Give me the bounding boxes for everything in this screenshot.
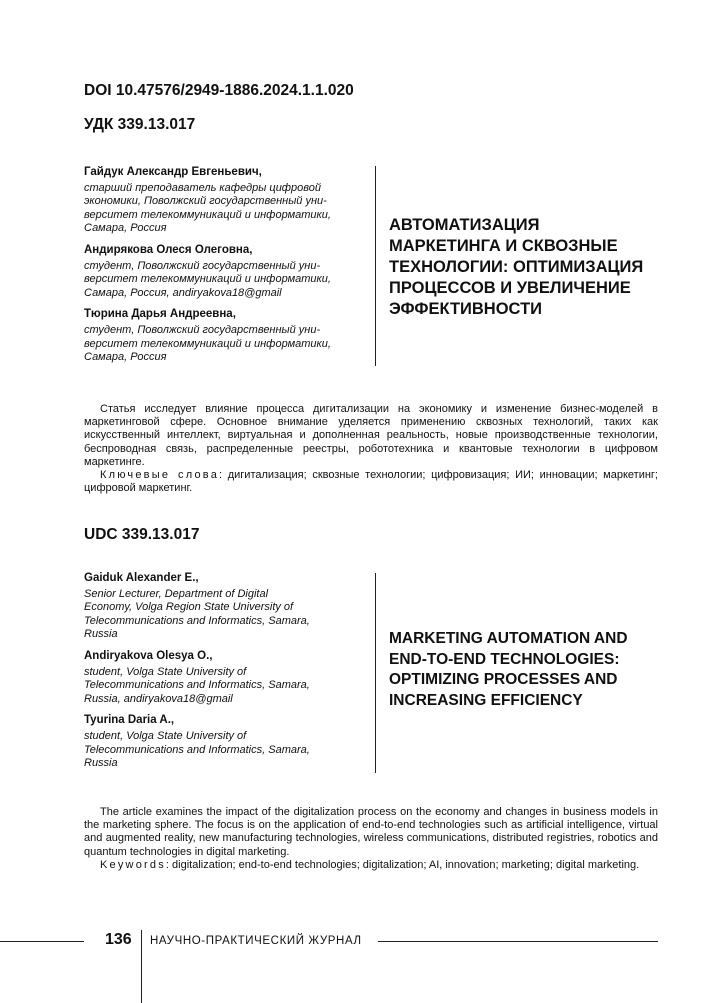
- author-ru-1: [84, 166, 366, 236]
- title-line: ПРОЦЕССОВ И УВЕЛИЧЕНИЕ: [389, 279, 631, 297]
- aff-line: Russia: [84, 757, 118, 770]
- keywords-label: Keywords: [100, 858, 166, 871]
- aff-line: верситет телекоммуникаций и информатики,: [84, 208, 331, 221]
- divider-vertical-en: [375, 573, 376, 773]
- keywords-text: : digitalization; end-to-end technologies; digitalization; AI, innovation; marketing; digital marketing.: [165, 858, 640, 871]
- author-name: Гайдук Александр Евгеньевич,: [84, 166, 262, 178]
- author-name: Андирякова Олеся Олеговна,: [84, 243, 253, 256]
- authors-en: [84, 572, 366, 779]
- author-affiliation: [84, 260, 366, 301]
- aff-line: студент, Поволжский государственный уни-: [84, 323, 321, 336]
- title-line: АВТОМАТИЗАЦИЯ: [389, 216, 540, 234]
- journal-name: НАУЧНО-ПРАКТИЧЕСКИЙ ЖУРНАЛ: [150, 935, 362, 947]
- author-affiliation: [84, 182, 366, 236]
- author-affiliation: [84, 324, 366, 365]
- title-line: OPTIMIZING PROCESSES AND: [389, 671, 618, 688]
- author-en-2: [84, 650, 366, 706]
- page-number: 136: [105, 931, 132, 948]
- footer-rule-right: [378, 941, 658, 942]
- keywords-label: Ключевые слова: [100, 469, 220, 482]
- aff-line: старший преподаватель кафедры цифровой: [84, 181, 321, 194]
- author-name: Gaiduk Alexander E.,: [84, 572, 199, 584]
- author-name: Тюрина Дарья Андреевна,: [84, 308, 236, 321]
- footer-rule-left: [0, 941, 84, 942]
- aff-line: верситет телекоммуникаций и информатики,: [84, 337, 331, 350]
- title-line: INCREASING EFFICIENCY: [389, 691, 583, 709]
- article-title-ru: [389, 215, 664, 320]
- abstract-ru: [84, 403, 658, 495]
- author-name: Andiryakova Olesya O.,: [84, 649, 213, 662]
- aff-line: Telecommunications and Informatics, Samara,: [84, 743, 310, 756]
- footer-divider: [141, 930, 142, 1003]
- aff-line: Russia, andiryakova18@gmail: [84, 692, 233, 705]
- authors-ru: [84, 166, 366, 373]
- author-affiliation: [84, 588, 366, 642]
- aff-line: student, Volga State University of: [84, 729, 247, 742]
- aff-line: student, Volga State University of: [84, 665, 247, 678]
- udc-en: UDC 339.13.017: [84, 526, 200, 543]
- title-line: МАРКЕТИНГА И СКВОЗНЫЕ: [389, 237, 618, 255]
- aff-line: студент, Поволжский государственный уни-: [84, 259, 321, 272]
- title-line: ЭФФЕКТИВНОСТИ: [389, 300, 543, 318]
- aff-line: Senior Lecturer, Department of Digital: [84, 587, 269, 600]
- title-line: ТЕХНОЛОГИИ: ОПТИМИЗАЦИЯ: [389, 258, 644, 276]
- aff-line: Самара, Россия: [84, 222, 167, 235]
- divider-vertical-ru: [375, 166, 376, 366]
- abstract-text: Статья исследует влияние процесса дигитализации на экономику и изменение бизнес-моделей в маркетинговой сфере. Основное внимание уделяется применению сквозных технологий, таких как искусственный интеллект, виртуальная и дополненная реальность, новые производственные технологии, беспроводная связь, распределенные реестры, робототехника и квантовые технологии в цифровом маркетинге.: [84, 403, 658, 468]
- aff-line: Самара, Россия: [84, 351, 167, 364]
- author-ru-3: [84, 308, 366, 364]
- abstract-text: The article examines the impact of the digitalization process on the economy and changes in business models in the marketing sphere. The focus is on the application of end-to-end technologies such as artificial intelligence, virtual and augmented reality, new manufacturing technologies, wireless communications, distributed registries, robotics and quantum technologies in digital marketing.: [84, 806, 658, 858]
- aff-line: Russia: [84, 628, 118, 641]
- author-en-1: [84, 572, 366, 642]
- author-name: Tyurina Daria A.,: [84, 714, 175, 727]
- abstract-en: [84, 806, 658, 872]
- aff-line: Telecommunications and Informatics, Samara,: [84, 614, 310, 627]
- udk-ru: УДК 339.13.017: [84, 116, 196, 133]
- author-affiliation: [84, 666, 366, 707]
- aff-line: Самара, Россия, andiryakova18@gmail: [84, 286, 282, 299]
- author-en-3: [84, 714, 366, 770]
- keywords-ru: [84, 469, 658, 495]
- doi: DOI 10.47576/2949-1886.2024.1.1.020: [84, 82, 354, 99]
- keywords-text: : дигитализация; сквозные технологии; цифровизация; ИИ; инновации; маркетинг; цифровой маркетинг.: [84, 469, 658, 495]
- title-line: MARKETING AUTOMATION AND: [389, 630, 628, 647]
- title-line: END-TO-END TECHNOLOGIES:: [389, 650, 620, 668]
- aff-line: верситет телекоммуникаций и информатики,: [84, 273, 331, 286]
- keywords-en: [84, 859, 658, 872]
- aff-line: Economy, Volga Region State University of: [84, 601, 294, 614]
- aff-line: Telecommunications and Informatics, Samara,: [84, 679, 310, 692]
- author-ru-2: [84, 244, 366, 300]
- author-affiliation: [84, 730, 366, 771]
- aff-line: экономики, Поволжский государственный уни-: [84, 195, 327, 208]
- article-title-en: [389, 629, 669, 711]
